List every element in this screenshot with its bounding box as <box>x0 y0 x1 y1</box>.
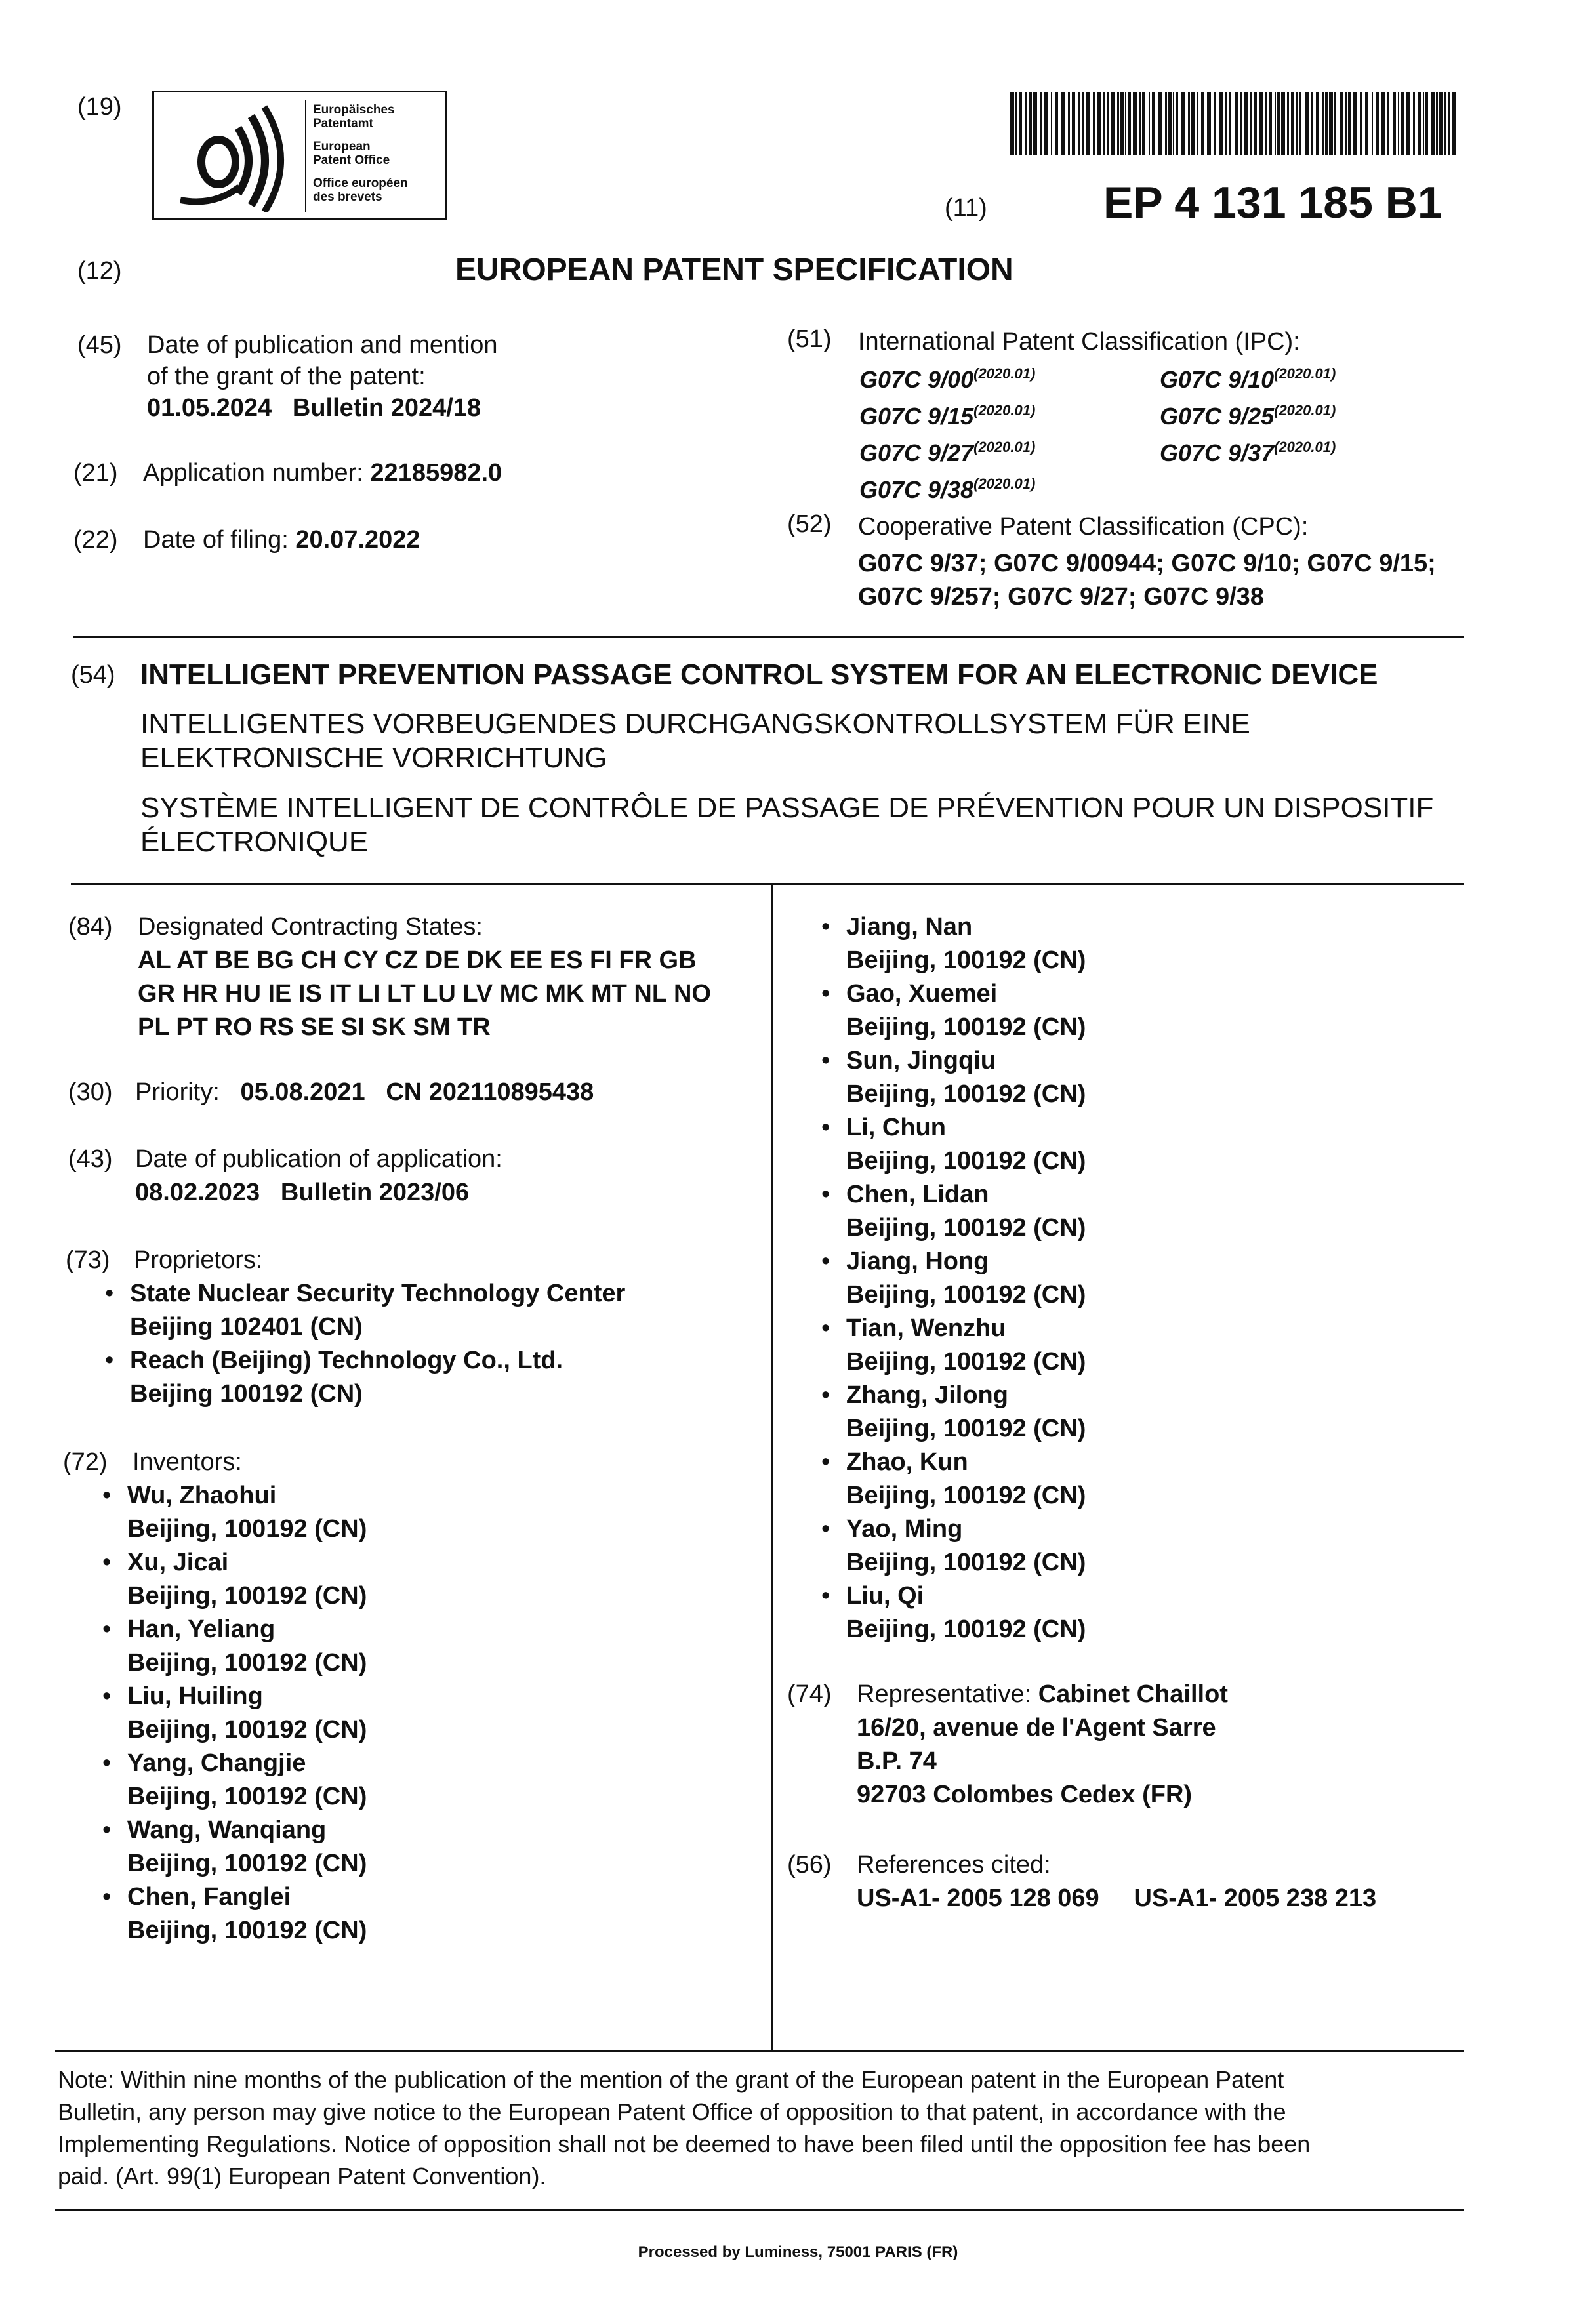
field-56-references-cited: (56) References cited: US-A1- 2005 128 069 US-A1- 2005 238 213 <box>787 1848 1376 1915</box>
inid-74: (74) <box>787 1680 832 1708</box>
inid-43: (43) <box>68 1145 113 1173</box>
field-21-application-number: (21) Application number: 22185982.0 <box>73 459 502 487</box>
inid-52: (52) <box>787 510 832 538</box>
title-french: SYSTÈME INTELLIGENT DE CONTRÔLE DE PASSAGE DE PRÉVENTION POUR UN DISPOSITIF ÉLECTRONIQUE <box>140 792 1434 858</box>
opposition-note: Note: Within nine months of the publication of the mention of the grant of the European patent in the European Patent Bulletin, any person may give notice to the European Patent Office of opposition to that patent, in accordance with the Implementing Regulations. Notice of opposition shall not be deemed to have been filed until the opposition fee has been paid. (Art. 99(1) European Patent Convention). <box>58 2066 1311 2189</box>
title-english: INTELLIGENT PREVENTION PASSAGE CONTROL SYSTEM FOR AN ELECTRONIC DEVICE <box>140 659 1378 691</box>
inventor-address-row: Beijing, 100192 (CN) <box>846 1482 1086 1509</box>
grant-bulletin: Bulletin 2024/18 <box>292 394 481 422</box>
epo-logo-icon <box>174 102 289 212</box>
inventor-name-row: • Zhang, Jilong <box>821 1381 1008 1409</box>
inventor-name-row: • Sun, Jingqiu <box>821 1047 996 1074</box>
inventor-address-row: Beijing, 100192 (CN) <box>846 1348 1086 1375</box>
field-74-representative: (74) Representative: Cabinet Chaillot 16/20, avenue de l'Agent Sarre B.P. 74 92703 Colombes Cedex (FR) <box>787 1678 1228 1812</box>
inventor-address-row: Beijing, 100192 (CN) <box>846 1281 1086 1309</box>
list-item: • State Nuclear Security Technology Center <box>105 1280 626 1307</box>
cpc-codes: G07C 9/37; G07C 9/00944; G07C 9/10; G07C 9/15; G07C 9/257; G07C 9/27; G07C 9/38 <box>858 550 1436 611</box>
inid-73: (73) <box>66 1246 110 1274</box>
inventor-name-row: • Zhao, Kun <box>821 1448 968 1476</box>
reference-1: US-A1- 2005 128 069 <box>857 1884 1099 1912</box>
inid-45: (45) <box>77 331 122 359</box>
inid-54: (54) <box>71 661 115 689</box>
field-73-proprietors: (73) Proprietors: • State Nuclear Security Technology Center Beijing 102401 (CN) • Reach (Beijing) Technology Co., Ltd. Beijing 100192 (CN) <box>66 1244 625 1411</box>
field-72-inventors: (72) Inventors: • Wu, Zhaohui Beijing, 100192 (CN) • Xu, Jicai Beijing, 100192 (CN) • Han, Yeliang Beijing, 100192 (CN) • Liu, Huiling Beijing, 100192 (CN) • Yang, Changjie Beijing, 100192 (CN) • Wang, Wanqiang Beijing, 100192 (CN) • Chen, Fanglei Beijing, 100192 (CN) <box>63 1446 367 1947</box>
inid-51: (51) <box>787 325 832 353</box>
inventor-name-row: • Yang, Changjie <box>102 1749 306 1777</box>
inventor-name-row: • Liu, Qi <box>821 1582 924 1610</box>
inventor-list-left <box>63 1479 367 1947</box>
cpc-label: Cooperative Patent Classification (CPC): <box>858 513 1309 540</box>
publication-number: EP 4 131 185 B1 <box>1103 178 1443 228</box>
priority-value: 05.08.2021 CN 202110895438 <box>240 1078 594 1106</box>
inid-22: (22) <box>73 526 118 554</box>
inventor-address-row: Beijing, 100192 (CN) <box>846 1415 1086 1442</box>
epo-logo-box <box>152 91 447 220</box>
office-name-en: European Patent Office <box>313 140 390 167</box>
inventor-address-row: Beijing, 100192 (CN) <box>127 1850 367 1877</box>
inventor-name-row: • Yao, Ming <box>821 1515 963 1543</box>
representative-name: Cabinet Chaillot <box>1038 1680 1228 1708</box>
inventor-address-row: Beijing, 100192 (CN) <box>846 1616 1086 1643</box>
inid-84: (84) <box>68 913 113 941</box>
inventor-name-row: • Wu, Zhaohui <box>102 1482 277 1509</box>
inventor-address-row: Beijing, 100192 (CN) <box>127 1515 367 1543</box>
inventor-name-row: • Jiang, Hong <box>821 1248 989 1275</box>
divider-rule <box>55 2209 1464 2211</box>
ipc-label: International Patent Classification (IPC): <box>858 328 1300 356</box>
list-item: • Reach (Beijing) Technology Co., Ltd. <box>105 1347 563 1374</box>
inid-12: (12) <box>77 257 122 285</box>
field-45-date-of-grant: (45) Date of publication and mention of the grant of the patent: 01.05.2024 Bulletin 2024/18 <box>77 329 497 424</box>
field-22-filing-date: (22) Date of filing: 20.07.2022 <box>73 526 420 554</box>
inventor-name-row: • Gao, Xuemei <box>821 980 998 1008</box>
inid-72: (72) <box>63 1448 108 1476</box>
document-type-heading: EUROPEAN PATENT SPECIFICATION <box>455 253 1013 287</box>
ipc-codes-col2: G07C $9/10^{(2020.01)}$ G07C $9/25^{(2020.01)}$ G07C $9/37^{(2020.01)}$ <box>1160 365 1336 466</box>
inventor-address-row: Beijing, 100192 (CN) <box>846 1549 1086 1576</box>
inventor-address-row: Beijing, 100192 (CN) <box>127 1649 367 1677</box>
inventor-name-row: • Liu, Huiling <box>102 1682 263 1710</box>
field-43-publication-of-application: (43) Date of publication of application: 08.02.2023 Bulletin 2023/06 <box>68 1143 502 1210</box>
divider-rule <box>71 883 1464 885</box>
inid-21: (21) <box>73 459 118 487</box>
column-divider <box>771 885 773 2050</box>
application-number: 22185982.0 <box>370 459 502 487</box>
filing-date: 20.07.2022 <box>295 526 420 554</box>
divider-rule <box>73 636 1464 638</box>
grant-date: 01.05.2024 <box>147 394 272 422</box>
inventor-name-row: • Xu, Jicai <box>102 1549 229 1576</box>
inventor-name-row: • Chen, Fanglei <box>102 1883 291 1911</box>
inventor-address-row: Beijing, 100192 (CN) <box>127 1716 367 1743</box>
inventor-address-row: Beijing, 100192 (CN) <box>127 1582 367 1610</box>
field-84-designated-states: (84) Designated Contracting States: AL AT BE BG CH CY CZ DE DK EE ES FI FR GB GR HR HU IE IS IT LI LT LU LV MC MK MT NL NO PL PT RO RS SE SI SK SM TR <box>68 910 711 1044</box>
title-german: INTELLIGENTES VORBEUGENDES DURCHGANGSKONTROLLSYSTEM FÜR EINE ELEKTRONISCHE VORRICHTUNG <box>140 708 1250 774</box>
inventor-name-row: • Chen, Lidan <box>821 1181 989 1208</box>
inventor-address-row: Beijing, 100192 (CN) <box>127 1917 367 1944</box>
inventor-name-row: • Jiang, Nan <box>821 913 973 941</box>
barcode-image <box>1010 92 1456 155</box>
list-item: Beijing 100192 (CN) <box>130 1380 363 1408</box>
inventor-name-row: • Tian, Wenzhu <box>821 1314 1006 1342</box>
inventor-list-right <box>821 910 1086 1646</box>
office-name-fr: Office européen des brevets <box>313 176 408 204</box>
inid-56: (56) <box>787 1851 832 1879</box>
inventor-address-row: Beijing, 100192 (CN) <box>846 1147 1086 1175</box>
footer-processed-by: Processed by Luminess, 75001 PARIS (FR) <box>638 2243 958 2261</box>
proprietor-list <box>66 1277 625 1411</box>
divider-rule <box>55 2050 1464 2052</box>
inventor-name-row: • Han, Yeliang <box>102 1616 276 1643</box>
list-item: Beijing 102401 (CN) <box>130 1313 363 1341</box>
inventor-address-row: Beijing, 100192 (CN) <box>846 1080 1086 1108</box>
inventor-name-row: • Wang, Wanqiang <box>102 1816 327 1844</box>
reference-2: US-A1- 2005 238 213 <box>1134 1884 1377 1912</box>
inid-11: (11) <box>945 194 987 222</box>
inventor-address-row: Beijing, 100192 (CN) <box>127 1783 367 1810</box>
inventor-address-row: Beijing, 100192 (CN) <box>846 947 1086 974</box>
inventor-name-row: • Li, Chun <box>821 1114 946 1141</box>
field-30-priority: (30) Priority: 05.08.2021 CN 202110895438 <box>68 1076 594 1109</box>
office-name-de: Europäisches Patentamt <box>313 103 395 131</box>
inid-30: (30) <box>68 1078 113 1106</box>
inid-19: (19) <box>77 93 122 121</box>
inventor-address-row: Beijing, 100192 (CN) <box>846 1214 1086 1242</box>
ipc-codes-col1: G07C $9/00^{(2020.01)}$ G07C $9/15^{(2020.01)}$ G07C $9/27^{(2020.01)}$ G07C $9/38^{(2020.01)}$ <box>859 365 1036 503</box>
inventor-address-row: Beijing, 100192 (CN) <box>846 1013 1086 1041</box>
